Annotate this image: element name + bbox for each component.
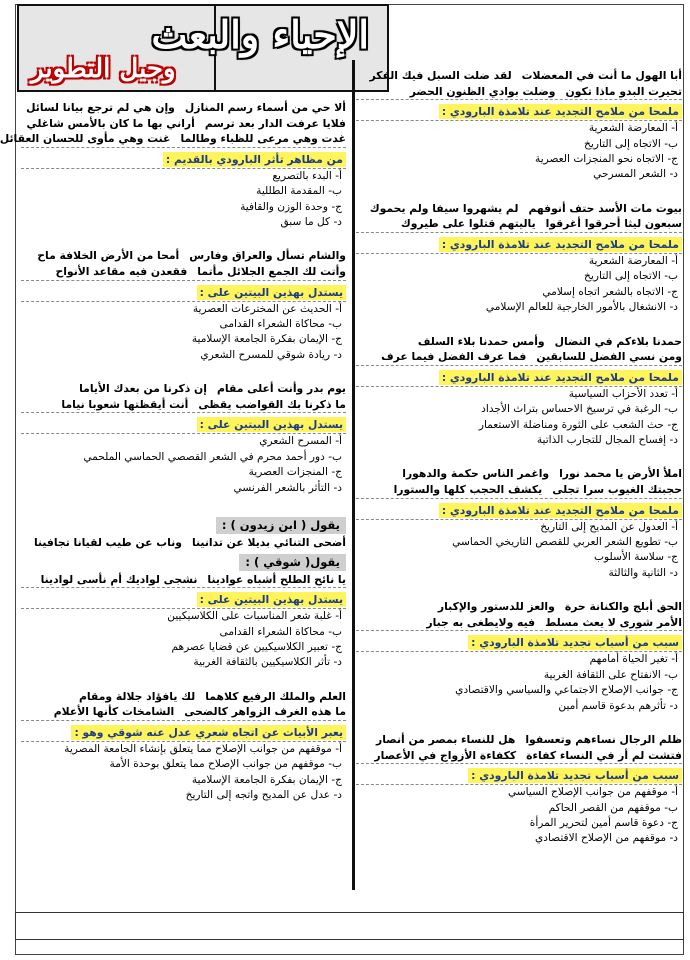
verse-line [21,535,346,551]
verse-second-hemistich: إن ذكرنا من بعدك الأياما [79,382,207,396]
answer-option: أ- المعارضة الشعرية [588,255,678,267]
verse-second-hemistich: الشامخات كأنها الأعلام [53,705,175,719]
verse-line [21,248,346,264]
answer-option: ب- الرغبة في ترسيخ الاحساس بتراث الأجداد [481,403,678,416]
section-gap [356,714,682,732]
question-prompt: يستدل بهذين البيتين على : [197,592,346,607]
answer-option: أ- المعارضة الشعرية [588,122,678,135]
verse-second-hemistich: فما عرف الفضل فيما عرف [381,350,527,364]
verse-line [356,748,682,764]
section-gap [21,230,346,248]
question-prompt: سبب من أسباب تجديد تلامذة البارودي : [468,768,682,783]
answer-option: ج- وحدة الوزن والقافية [240,200,342,213]
section-gap [356,316,682,334]
answer-option: أ- البدء بالتصريع [272,169,342,182]
verse-second-hemistich: لقد ضلت السبل فيك الفكر [369,69,512,82]
answer-option: أ- موقفهم من جوانب الإصلاح مما يتعلق بإنشاء الجامعة المصرية [64,743,342,756]
answer-option: د- الثانية والثالثة [608,566,678,579]
verse-line [356,334,682,350]
verse-line [21,264,346,280]
answer-option: د- ريادة شوقي للمسرح الشعري [200,348,342,361]
answer-option: د- موقفهم من الإصلاح الاقتصادي [534,832,678,845]
verse-line [21,689,346,705]
question-prompt: ملمحا من ملامح التجديد عند تلامذة البارودي : [439,237,682,252]
answer-option: د- التأثر بالشعر الفرنسي [233,481,342,494]
answer-option: ج- الإيمان بفكرة الجامعة الإسلامية [191,773,342,786]
speaker-label: يقول( شوقي ) : [239,554,346,571]
section-gap [356,183,682,201]
verse-first-hemistich: ألا حي من أسماء رسم المنازل [184,101,346,114]
verse-second-hemistich: ككفاءة الأزواج في الأعصار [374,748,517,762]
answer-option: ب- الاتجاه إلى التاريخ [584,270,678,283]
answer-option: أ- المسرح الشعري [259,435,342,448]
verse-first-hemistich: أبا الهول ما أنت في المعضلات [521,69,682,82]
verse-second-hemistich: أمحا من الأرض الخلافة ماح [37,249,180,263]
speaker-row [21,551,346,572]
verse-first-hemistich: ظلم الرجال نساءهم وتعسفوا [525,733,682,747]
answer-option: د- تأثرهم بدعوة قاسم أمين [558,699,678,712]
section-gap [21,671,346,689]
answer-option: أ- موقفهم من جوانب الإصلاح السياسي [507,786,678,799]
question-row [356,630,682,652]
verse-second-hemistich: لم يشهروا سيفا ولم يحموك [369,201,519,215]
verse-line [0,131,346,147]
verse-second-hemistich: غنت وهي مأوى للحسان العقائل [0,132,171,146]
question-row [356,498,682,520]
answer-option: ج- الإيمان بفكرة الجامعة الإسلامية [191,333,342,346]
answer-option: د- الانشغال بالأمور الخارجية للعالم الإسلامي [485,301,678,314]
verse-first-hemistich: أضحى التنائي بديلا عن تدانينا [191,536,346,550]
verse-first-hemistich: تحيرت البدو ماذا تكون [565,84,682,98]
footer-box [15,912,684,940]
verse-line [356,349,682,365]
answer-option: ب- الانفتاح على الثقافة الغربية [543,668,678,681]
column-divider [352,60,355,890]
answer-option: ب- تطويع الشعر العربي للقصص التاريخي الحماسي [452,536,678,549]
verse-first-hemistich: بيوت مات الأسد حتف أنوفهم [528,201,682,215]
answer-option: أ- الحديث عن المخترعات العصرية [192,302,342,315]
answer-option: د- عدل عن المديح واتجه إلى التاريخ [185,789,342,802]
question-row [356,763,682,785]
section-gap [356,448,682,466]
verse-line [356,68,682,84]
verse-first-hemistich: املأ الأرض يا محمد نورا [559,467,682,481]
title-banner [17,4,389,92]
question-prompt: ملمحا من ملامح التجديد عند تلامذة البارودي : [439,503,682,518]
section-gap [356,581,682,599]
answer-option: ب- دور أحمد محرم في الشعر القصصي الحماسي الملحمي [83,450,342,463]
question-row [21,280,346,302]
verse-first-hemistich: يوم بدر وأنت أعلى مقام [216,382,346,396]
verse-line [21,704,346,720]
answer-option: ج- سلاسة الأسلوب [594,551,678,564]
section-gap [21,363,346,381]
question-prompt: ملمحا من ملامح التجديد عند تلامذة البارودي : [439,370,682,385]
title-main: الإحياء والبعث [151,12,369,57]
question-row [356,232,682,254]
answer-option: ج- تعبير الكلاسيكيين عن قضايا عصرهم [171,641,342,654]
answer-option: أ- تغير الحياة أمامهم [589,653,678,666]
verse-line [356,466,682,482]
answer-option: ب- موقفهم من القصر الحاكم [548,801,678,814]
question-prompt: يعبر الأبيات عن اتجاه شعري عدل عنه شوقي وهو : [71,725,346,740]
question-row [356,99,682,121]
title-subtitle: وجيل التطوير [31,54,176,84]
verse-second-hemistich: ياليتهم قتلوا على طيروك [400,217,536,231]
answer-option: أ- غلبة شعر المناسبات على الكلاسيكيين [167,610,342,623]
answer-option: أ- تعدد الأحزاب السياسية [568,387,678,400]
answer-option: ج- دعوة قاسم أمين لتحرير المرأة [529,817,678,830]
verse-second-hemistich: فيه ولايطغى به جبار [426,615,536,629]
verse-second-hemistich: وإن هي لم ترجع بيانا لسائل [26,101,175,114]
verse-line [21,116,346,132]
question-row [21,720,346,742]
left-column [0,100,346,804]
answer-option: د- الشعر المسرحي [593,168,678,181]
question-row [21,147,346,169]
answer-option: ج- حث الشعب على الثورة ومناضلة الاستعمار [478,418,678,431]
verse-first-hemistich: غدت وهي مرعى للظباء وطالما [180,132,346,146]
answer-option: ب- محاكاة الشعراء القدامى [219,318,342,330]
question-row [21,412,346,434]
answer-option: د- إفساح المجال للتجارب الذاتية [536,434,678,447]
verse-line [356,216,682,232]
verse-line [356,482,682,498]
verse-line [356,732,682,748]
question-row [21,587,346,609]
answer-option: ب- المقدمة الطللية [256,185,342,198]
verse-first-hemistich: سبعون ليثا أحرقوا أغرقوا [545,217,682,231]
verse-second-hemistich: هل للنساء بمصر من أنصار [376,733,516,747]
verse-second-hemistich: لك يافؤاد جلالة ومقام [78,689,196,703]
speaker-row [21,514,346,535]
verse-second-hemistich: فقعدن فيه مقاعد الأنواح [55,265,188,278]
verse-line [356,84,682,100]
verse-second-hemistich: وضلت بوادي الظنون الحضر [409,84,556,98]
verse-first-hemistich: ما هذه الغرف الزواهر كالضحى [184,705,346,719]
verse-line [21,397,346,413]
answer-option: د- كل ما سبق [280,216,342,228]
verse-second-hemistich: أراني بها ما كان بالأمس شاغلي [26,116,195,130]
verse-first-hemistich: الحق أبلج والكنانة حرة [564,600,682,614]
verse-second-hemistich: أنت أيقظتها شعوبا نياما [61,397,189,411]
section-gap [21,496,346,514]
question-row [356,365,682,387]
verse-first-hemistich: العلم والملك الرفيع كلاهما [205,689,346,703]
answer-option: ج- المنجزات العصرية [248,466,342,479]
answer-option: ج- جوانب الإصلاح الاجتماعي والسياسي والاقتصادي [455,684,678,697]
answer-option: ب- محاكاة الشعراء القدامى [219,625,342,638]
verse-line [21,572,346,588]
answer-option: أ- العدول عن المديح إلى التاريخ [540,520,678,533]
verse-line [21,100,346,116]
verse-first-hemistich: والشام تسأل والعراق وفارس [189,249,346,263]
answer-option: ب- موقفهم من جوانب الإصلاح مما يتعلق بوحدة الأمة [109,758,342,771]
answer-option: د- تأثر الكلاسيكيين بالثقافة الغربية [193,656,342,669]
answer-option: ج- الاتجاه نحو المنجزات العصرية [535,153,678,165]
right-column [356,68,682,847]
verse-first-hemistich: فلايا عرفت الدار بعد ترسم [204,116,346,130]
verse-first-hemistich: حجبتك الغيوب سرا تجلى [552,483,682,497]
verse-first-hemistich: وأتت لك الجمع الجلائل مأتما [197,265,346,278]
verse-second-hemistich: وناب عن طيب لقيانا تجافينا [33,536,182,550]
verse-second-hemistich: وأمس حمدنا بلاء السلف [417,334,545,348]
question-prompt: يستدل بهذين البيتين على : [197,417,346,432]
verse-second-hemistich: يكشف الحجب كلها والستورا [393,483,543,497]
question-prompt: سبب من أسباب تجديد تلامذة البارودي : [468,635,682,650]
verse-first-hemistich: ومن نسي الفضل للسابقين [536,350,682,364]
verse-first-hemistich: الأمر شورى لا يعث مسلط [545,615,682,629]
verse-line [356,615,682,631]
question-prompt: يستدل بهذين البيتين على : [197,285,346,300]
verse-first-hemistich: يا نائح الطلح أشباه عوادينا [207,572,346,586]
verse-first-hemistich: ما ذكرنا بك القواضب يقظى [198,397,346,411]
verse-second-hemistich: نشجى لواديك أم نأسى لوادينا [40,572,198,586]
verse-second-hemistich: واغمر الناس حكمة والدهورا [402,467,550,481]
verse-first-hemistich: فتشت لم أر في النساء كفاءة [526,748,682,762]
question-prompt: من مظاهر تأثر البارودي بالقديم : [163,152,346,167]
answer-option: ج- الاتجاه بالشعر اتجاه إسلامي [542,285,678,298]
verse-line [356,599,682,615]
verse-second-hemistich: والعز للدستور والإكبار [437,600,555,614]
question-prompt: ملمحا من ملامح التجديد عند تلامذة البارودي : [439,104,682,119]
verse-line [21,381,346,397]
answer-option: ب- الاتجاه إلى التاريخ [584,137,678,150]
speaker-label: يقول ( ابن زيدون ) : [216,517,346,534]
verse-first-hemistich: حمدنا بلاءكم في النضال [554,334,682,348]
verse-line [356,201,682,217]
